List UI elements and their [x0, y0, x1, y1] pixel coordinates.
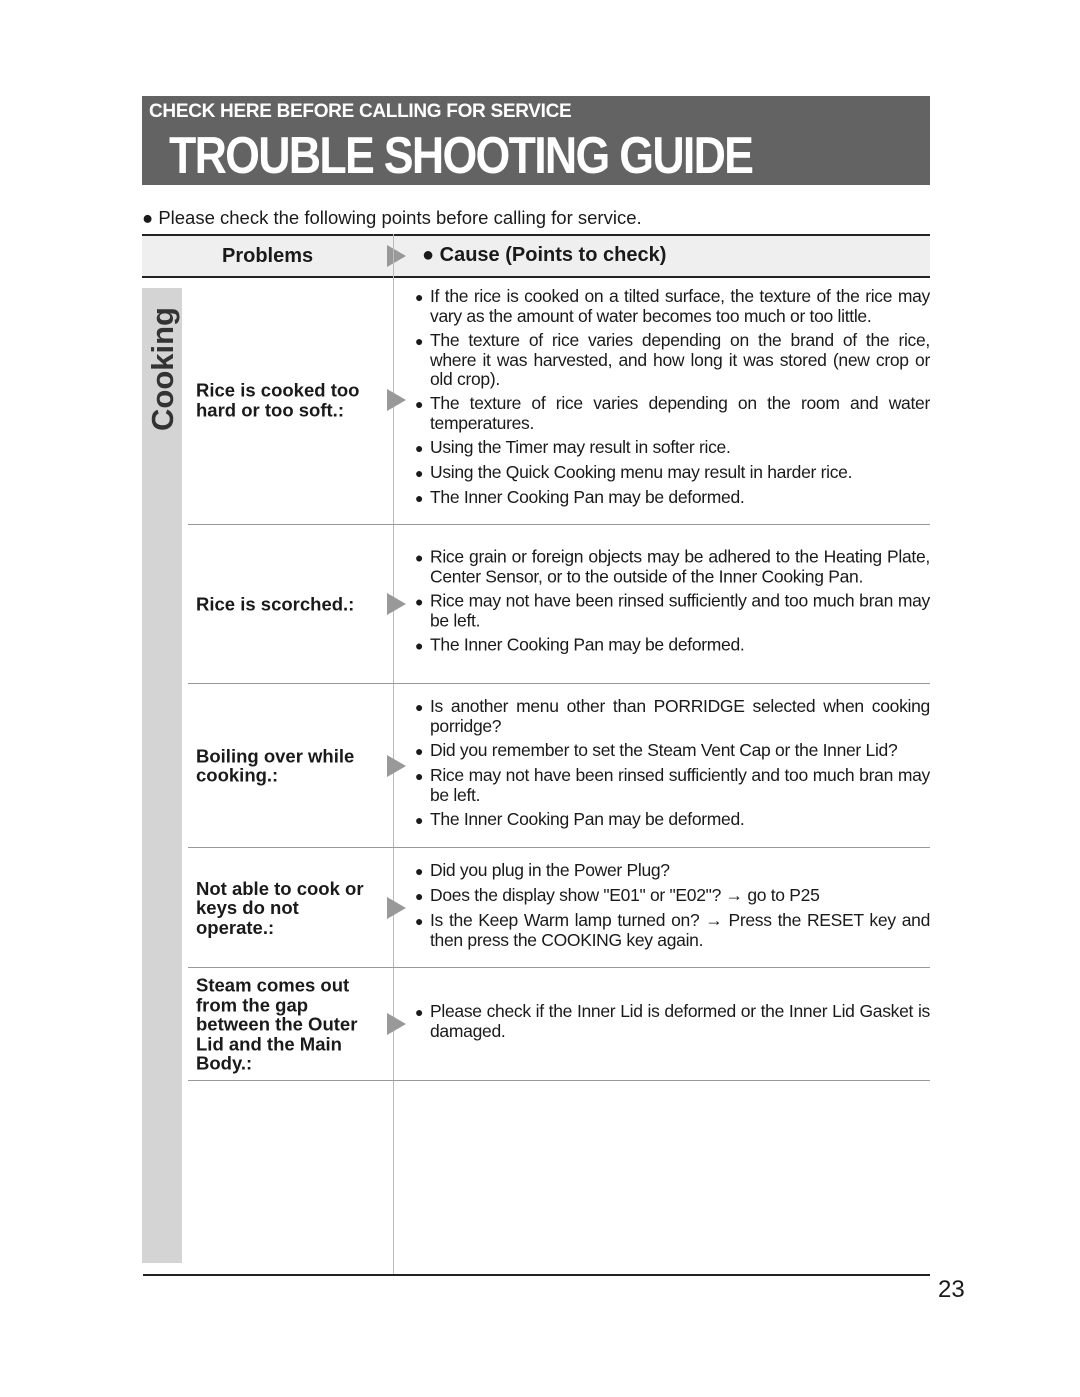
table-row: [188, 276, 930, 525]
cause-item: ● Please check if the Inner Lid is deformed or the Inner Lid Gasket is damaged.: [415, 1002, 930, 1041]
problem-text: Rice is cooked too hard or too soft.:: [196, 379, 360, 420]
arrow-icon: [387, 593, 406, 615]
problem-text: Boiling over while cooking.:: [196, 745, 355, 786]
cause-list: [415, 697, 930, 835]
bottom-rule: [143, 1274, 930, 1276]
table-row: [188, 684, 930, 848]
cause-item: ● Using the Quick Cooking menu may result in harder rice.: [415, 463, 930, 483]
cause-item: ● The Inner Cooking Pan may be deformed.: [415, 636, 930, 656]
cause-item: ● Using the Timer may result in softer rice.: [415, 438, 930, 458]
page-number: 23: [938, 1276, 965, 1303]
table-row: [188, 968, 930, 1081]
table-row: [188, 525, 930, 684]
cause-list: [415, 861, 930, 955]
arrow-icon: [387, 389, 406, 411]
cause-item: ● The texture of rice varies depending on the brand of the rice, where it was harvested, and how long it was stored (new crop or old crop).: [415, 331, 930, 389]
cause-item: ● The Inner Cooking Pan may be deformed.: [415, 488, 930, 508]
arrow-icon: [387, 755, 406, 777]
problem-text: Not able to cook or keys do not operate.:: [196, 877, 364, 938]
cause-header: ● Cause (Points to check): [422, 244, 667, 266]
intro-text: ● Please check the following points before calling for service.: [142, 207, 642, 228]
cause-item: ● Does the display show "E01" or "E02"? → go to P25: [415, 886, 930, 906]
cause-item: ● Rice may not have been rinsed sufficiently and too much bran may be left.: [415, 766, 930, 805]
cause-item: ● The texture of rice varies depending on the room and water temperatures.: [415, 394, 930, 433]
problem-text: Rice is scorched.:: [196, 593, 355, 615]
problem-text: Steam comes out from the gap between the Outer Lid and the Main Body.:: [196, 974, 358, 1074]
section-tab: [142, 288, 182, 1263]
table-row: [188, 848, 930, 968]
cause-list: [415, 548, 930, 661]
page-title: TROUBLE SHOOTING GUIDE: [169, 127, 753, 185]
header-subtitle: CHECK HERE BEFORE CALLING FOR SERVICE: [149, 101, 572, 122]
table-header: [142, 234, 930, 278]
cause-item: ● If the rice is cooked on a tilted surface, the texture of the rice may vary as the amount of water becomes too much or too little.: [415, 287, 930, 326]
arrow-icon: [387, 245, 406, 267]
cause-item: ● Rice grain or foreign objects may be adhered to the Heating Plate, Center Sensor, or to the outside of the Inner Cooking Pan.: [415, 548, 930, 587]
cause-item: ● Rice may not have been rinsed sufficiently and too much bran may be left.: [415, 592, 930, 631]
cause-list: [415, 287, 930, 513]
cause-item: ● Did you remember to set the Steam Vent Cap or the Inner Lid?: [415, 741, 930, 761]
cause-item: ● Is another menu other than PORRIDGE selected when cooking porridge?: [415, 697, 930, 736]
cause-item: ● Is the Keep Warm lamp turned on? → Press the RESET key and then press the COOKING key again.: [415, 911, 930, 950]
section-label: Cooking: [145, 307, 180, 431]
cause-item: ● The Inner Cooking Pan may be deformed.: [415, 810, 930, 830]
arrow-icon: [387, 897, 406, 919]
cause-item: ● Did you plug in the Power Plug?: [415, 861, 930, 881]
header-banner: [142, 96, 930, 185]
problems-header: Problems: [222, 245, 314, 267]
arrow-icon: [387, 1013, 406, 1035]
cause-list: [415, 1002, 930, 1046]
